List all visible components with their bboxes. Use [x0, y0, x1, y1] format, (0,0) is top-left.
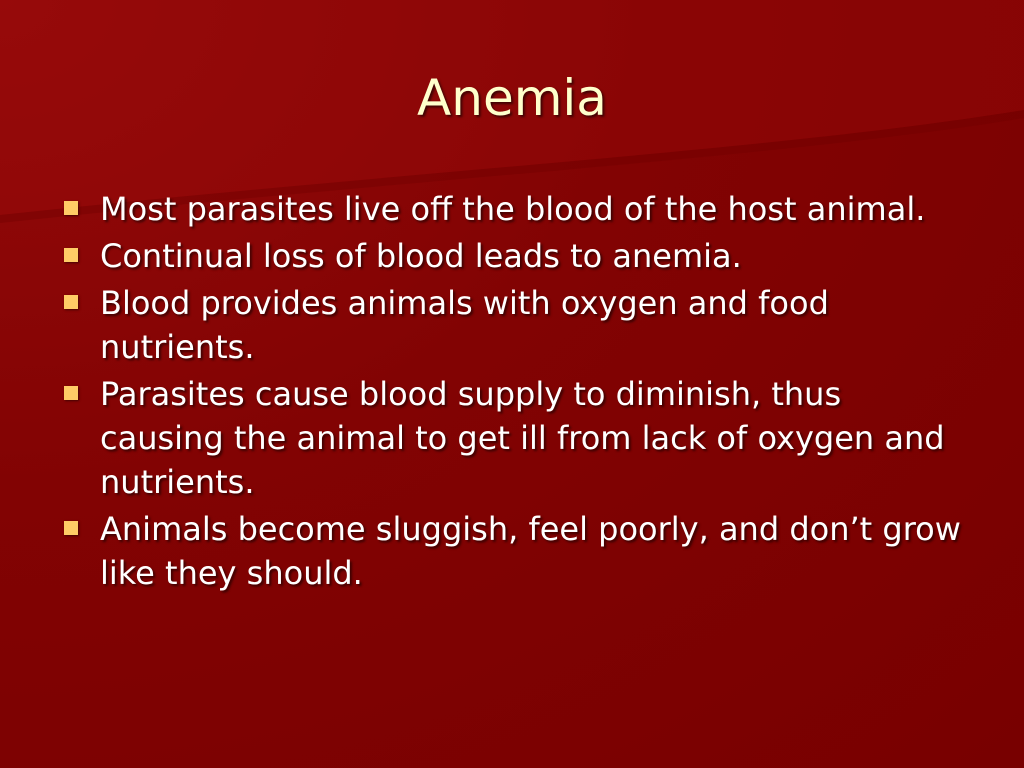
bullet-text: Blood provides animals with oxygen and food nutrients.	[100, 284, 829, 366]
square-bullet-icon	[64, 248, 78, 262]
bullet-text: Parasites cause blood supply to diminish, thus causing the animal to get ill from lack of oxygen and nutrients.	[100, 375, 945, 501]
bullet-item	[62, 281, 962, 369]
bullet-item	[62, 372, 962, 504]
square-bullet-icon	[64, 295, 78, 309]
slide-title: Anemia	[417, 69, 607, 127]
bullet-item	[62, 507, 962, 595]
square-bullet-icon	[64, 521, 78, 535]
bullet-text: Animals become sluggish, feel poorly, and don’t grow like they should.	[100, 510, 961, 592]
square-bullet-icon	[64, 386, 78, 400]
bullet-text: Most parasites live off the blood of the host animal.	[100, 190, 926, 228]
square-bullet-icon	[64, 201, 78, 215]
bullet-text: Continual loss of blood leads to anemia.	[100, 237, 742, 275]
bullet-list	[62, 187, 962, 598]
bullet-item	[62, 234, 962, 278]
bullet-item	[62, 187, 962, 231]
